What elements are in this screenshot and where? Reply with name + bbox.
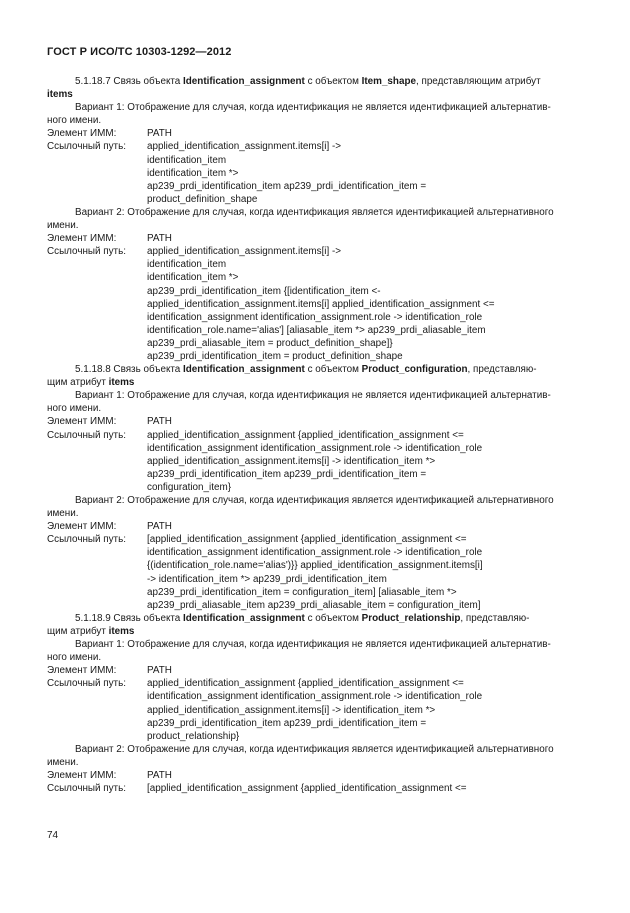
reference-path-line: ap239_prdi_identification_item ap239_prdi_identification_item = xyxy=(147,717,427,729)
variant-intro: Вариант 2: Отображение для случая, когда идентификация является идентификацией альтернативного xyxy=(75,495,554,506)
entity-name: Identification_assignment xyxy=(183,612,305,624)
aim-element-label: Элемент ИММ: xyxy=(47,416,117,428)
variant-intro: Вариант 2: Отображение для случая, когда идентификация является идентификацией альтернативного xyxy=(75,206,554,218)
aim-element-row xyxy=(47,769,583,782)
aim-element-value: PATH xyxy=(147,416,172,428)
aim-element-label: Элемент ИММ: xyxy=(47,128,117,140)
reference-path-label: Ссылочный путь: xyxy=(47,246,126,258)
variant-intro: Вариант 2: Отображение для случая, когда идентификация является идентификацией альтернативного xyxy=(75,743,554,755)
reference-path-line: identification_item *> xyxy=(147,167,239,179)
reference-path-line: applied_identification_assignment {applied_identification_assignment <= xyxy=(147,678,464,690)
aim-element-value: PATH xyxy=(147,521,172,533)
aim-element-row xyxy=(47,664,583,677)
reference-path-line: identification_assignment identification_assignment.role -> identification_role xyxy=(147,442,483,454)
variant-intro-cont: имени. xyxy=(47,508,79,520)
attribute-name: items xyxy=(108,377,135,389)
reference-path-line: applied_identification_assignment {applied_identification_assignment <= xyxy=(147,429,464,441)
variant-intro-cont: ного имени. xyxy=(47,403,102,415)
variant-intro: Вариант 1: Отображение для случая, когда идентификация не является идентификацией альтернатив- xyxy=(75,390,551,402)
reference-path-row xyxy=(47,533,583,546)
document-body xyxy=(47,75,583,795)
clause-tail: , представляю- xyxy=(467,364,537,376)
reference-path-label: Ссылочный путь: xyxy=(47,141,126,153)
aim-element-label: Элемент ИММ: xyxy=(47,521,117,533)
variant-intro-cont: имени. xyxy=(47,756,79,768)
aim-element-row xyxy=(47,232,583,245)
clause-connector: с объектом xyxy=(304,612,362,624)
aim-element-row xyxy=(47,415,583,428)
document-header: ГОСТ Р ИСО/ТС 10303-1292—2012 xyxy=(47,46,232,58)
reference-path-row xyxy=(47,782,583,795)
variant-intro-cont: ного имени. xyxy=(47,652,102,664)
clause-connector: с объектом xyxy=(304,76,362,87)
clause-tail-cont: щим атрибут xyxy=(47,625,109,637)
reference-path-line: {(identification_role.name='alias')}} applied_identification_assignment.items[i] xyxy=(147,560,483,572)
reference-path-line: -> identification_item *> ap239_prdi_identification_item xyxy=(147,573,387,585)
reference-path-line: applied_identification_assignment.items[i] applied_identification_assignment <= xyxy=(147,298,495,310)
aim-element-label: Элемент ИММ: xyxy=(47,665,117,677)
reference-path-line: product_relationship} xyxy=(147,730,240,742)
clause-connector: с объектом xyxy=(304,364,362,376)
aim-element-row xyxy=(47,127,583,140)
reference-path-label: Ссылочный путь: xyxy=(47,678,126,690)
clause-number-text: 5.1.18.7 Связь объекта xyxy=(75,76,184,87)
reference-path-line: identification_assignment identification_assignment.role -> identification_role xyxy=(147,311,483,323)
variant-intro: Вариант 1: Отображение для случая, когда идентификация не является идентификацией альтернатив- xyxy=(75,639,551,651)
reference-path-row xyxy=(47,677,583,690)
clause-number-text: 5.1.18.8 Связь объекта xyxy=(75,364,184,376)
reference-path-line: identification_assignment identification_assignment.role -> identification_role xyxy=(147,691,483,703)
reference-path-line: configuration_item} xyxy=(147,481,231,493)
reference-path-line: product_definition_shape xyxy=(147,193,258,205)
clause-heading-cont xyxy=(47,376,583,389)
entity-name: Identification_assignment xyxy=(183,76,305,87)
clause-tail: , представляющим атрибут xyxy=(415,76,541,87)
variant-intro-cont: имени. xyxy=(47,220,79,232)
reference-path-line: identification_role.name='alias'] [aliasable_item *> ap239_prdi_aliasable_item xyxy=(147,324,486,336)
reference-path-label: Ссылочный путь: xyxy=(47,429,126,441)
attribute-name: items xyxy=(108,625,135,637)
reference-path-line: identification_assignment identification_assignment.role -> identification_role xyxy=(147,547,483,559)
clause-number-text: 5.1.18.9 Связь объекта xyxy=(75,612,184,624)
reference-path-row xyxy=(47,429,583,442)
reference-path-line: applied_identification_assignment.items[i] -> identification_item *> xyxy=(147,455,436,467)
target-entity: Product_configuration xyxy=(361,364,468,376)
clause-heading xyxy=(47,75,583,88)
variant-intro-cont: ного имени. xyxy=(47,115,102,127)
entity-name: Identification_assignment xyxy=(183,364,305,376)
reference-path-line: identification_item *> xyxy=(147,272,239,284)
target-entity: Product_relationship xyxy=(361,612,461,624)
page-number: 74 xyxy=(47,830,59,841)
reference-path-line: ap239_prdi_identification_item = configuration_item] [aliasable_item *> xyxy=(147,586,457,598)
variant-intro: Вариант 1: Отображение для случая, когда идентификация не является идентификацией альтернатив- xyxy=(75,102,551,114)
reference-path-line: applied_identification_assignment.items[i] -> identification_item *> xyxy=(147,704,436,716)
reference-path-line: [applied_identification_assignment {applied_identification_assignment <= xyxy=(147,534,467,546)
reference-path-row xyxy=(47,140,583,153)
attribute-name: items xyxy=(47,89,73,101)
reference-path-line: identification_item xyxy=(147,154,227,166)
aim-element-label: Элемент ИММ: xyxy=(47,233,117,245)
reference-path-line: applied_identification_assignment.items[i] -> xyxy=(147,141,342,153)
aim-element-value: PATH xyxy=(147,769,172,781)
aim-element-value: PATH xyxy=(147,665,172,677)
clause-tail-cont: щим атрибут xyxy=(47,377,109,389)
reference-path-line: ap239_prdi_identification_item {[identification_item <- xyxy=(147,285,381,297)
reference-path-label: Ссылочный путь: xyxy=(47,534,126,546)
reference-path-line: ap239_prdi_identification_item ap239_prdi_identification_item = xyxy=(147,180,427,192)
reference-path-line: ap239_prdi_aliasable_item ap239_prdi_aliasable_item = configuration_item] xyxy=(147,599,481,611)
aim-element-row xyxy=(47,520,583,533)
reference-path-line: ap239_prdi_aliasable_item = product_definition_shape]} xyxy=(147,337,393,349)
reference-path-label: Ссылочный путь: xyxy=(47,783,126,795)
aim-element-value: PATH xyxy=(147,128,172,140)
aim-element-label: Элемент ИММ: xyxy=(47,769,117,781)
aim-element-value: PATH xyxy=(147,233,172,245)
clause-heading-cont xyxy=(47,88,583,101)
clause-heading xyxy=(47,612,583,625)
reference-path-line: [applied_identification_assignment {applied_identification_assignment <= xyxy=(147,783,467,795)
target-entity: Item_shape xyxy=(361,76,416,87)
reference-path-row xyxy=(47,245,583,258)
clause-heading-cont xyxy=(47,625,583,638)
clause-tail: , представляю- xyxy=(460,612,530,624)
reference-path-line: ap239_prdi_identification_item = product_definition_shape xyxy=(147,350,403,362)
reference-path-line: ap239_prdi_identification_item ap239_prdi_identification_item = xyxy=(147,468,427,480)
clause-heading xyxy=(47,363,583,376)
reference-path-line: identification_item xyxy=(147,259,227,271)
reference-path-line: applied_identification_assignment.items[i] -> xyxy=(147,246,342,258)
